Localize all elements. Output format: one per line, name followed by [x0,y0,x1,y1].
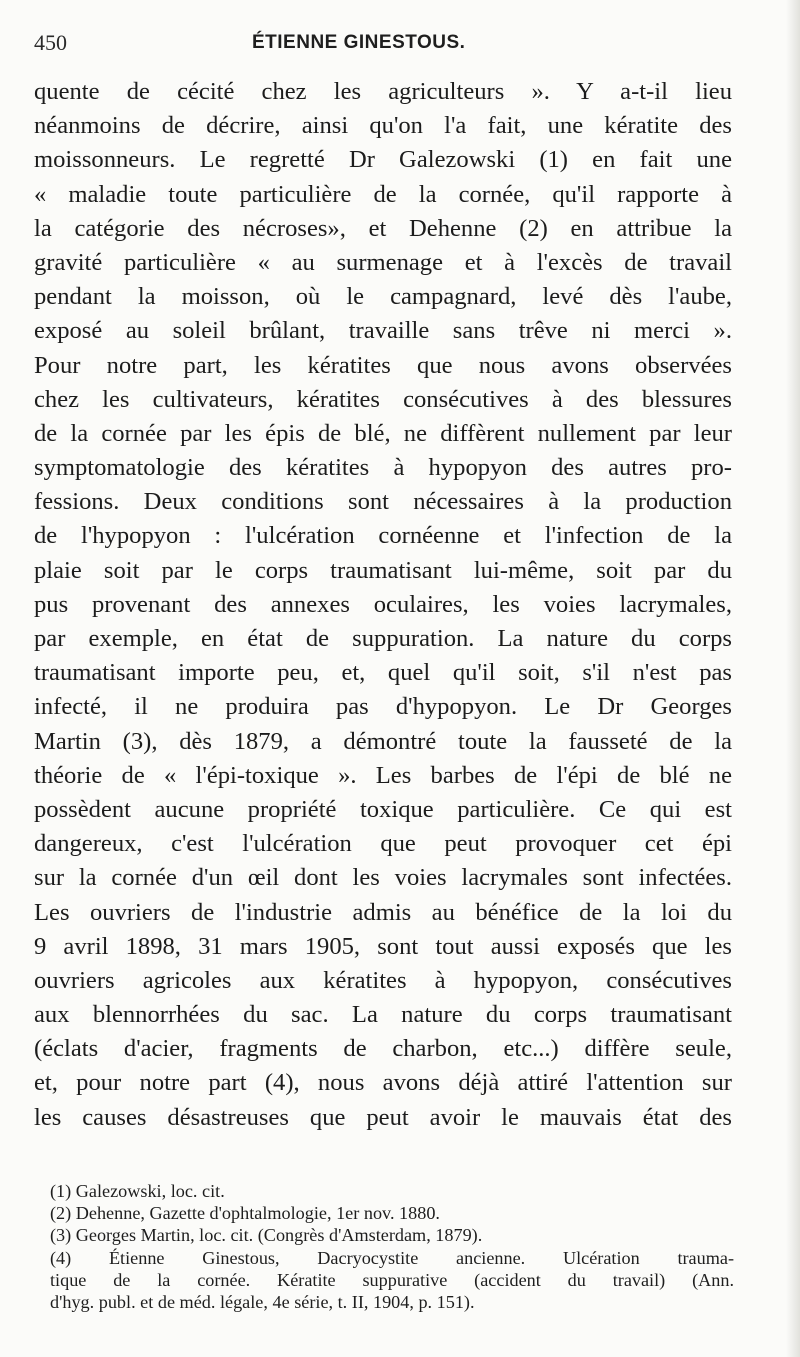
text-line: « maladie toute particulière de la cornée, qu'il rapporte à [34,180,732,208]
text-line: chez les cultivateurs, kératites consécutives à des blessures [34,385,732,413]
text-line: traumatisant importe peu, et, quel qu'il soit, s'il n'est pas [34,659,732,687]
text-line: les causes désastreuses que peut avoir le mauvais état des [34,1103,732,1131]
text-line: moissonneurs. Le regretté Dr Galezowski (1) en fait une [34,146,732,174]
text-line: par exemple, en état de suppuration. La nature du corps [34,625,732,652]
text-line: de l'hypopyon : l'ulcération cornéenne et l'infection de la [34,522,732,550]
running-head: ÉTIENNE GINESTOUS. [252,32,466,53]
text-line: fessions. Deux conditions sont nécessaires à la production [34,488,732,516]
text-line: Pour notre part, les kératites que nous avons observées [34,351,732,379]
text-line: néanmoins de décrire, ainsi qu'on l'a fait, une kératite des [34,112,732,140]
body-text [34,75,732,1135]
page-header [34,30,734,64]
text-line: aux blennorrhées du sac. La nature du corps traumatisant [34,1001,732,1029]
text-line: Martin (3), dès 1879, a démontré toute la fausseté de la [34,727,732,755]
page-edge-shadow [786,0,800,1357]
text-line: théorie de « l'épi-toxique ». Les barbes de l'épi de blé ne [34,761,732,789]
text-line: symptomatologie des kératites à hypopyon des autres pro- [34,454,732,482]
text-line: pus provenant des annexes oculaires, les voies lacrymales, [34,590,732,618]
text-line: gravité particulière « au surmenage et à l'excès de travail [34,248,732,276]
text-line: sur la cornée d'un œil dont les voies lacrymales sont infectées. [34,864,732,892]
footnote-4: (4) Étienne Ginestous, Dacryocystite ancienne. Ulcération trauma- [50,1247,734,1268]
page-number: 450 [34,30,67,55]
text-line: la catégorie des nécroses», et Dehenne (2) en attribue la [34,214,732,242]
text-line: quente de cécité chez les agriculteurs ». Y a-t-il lieu [34,78,732,105]
text-line: exposé au soleil brûlant, travaille sans trêve ni merci ». [34,317,732,345]
text-line: possèdent aucune propriété toxique particulière. Ce qui est [34,795,732,823]
text-line: dangereux, c'est l'ulcération que peut provoquer cet épi [34,830,732,858]
footnote-4-continued: tique de la cornée. Kératite suppurative (accident du travail) (Ann. [50,1269,734,1290]
text-line: plaie soit par le corps traumatisant lui-même, soit par du [34,556,732,584]
footnotes [50,1180,734,1313]
footnote-4-continued: d'hyg. publ. et de méd. légale, 4e série, t. II, 1904, p. 151). [50,1291,475,1312]
text-line: et, pour notre part (4), nous avons déjà attiré l'attention sur [34,1069,732,1097]
text-line: 9 avril 1898, 31 mars 1905, sont tout aussi exposés que les [34,932,732,960]
text-line: Les ouvriers de l'industrie admis au bénéfice de la loi du [34,898,732,926]
text-line: ouvriers agricoles aux kératites à hypopyon, consécutives [34,966,732,994]
text-line: pendant la moisson, où le campagnard, levé dès l'aube, [34,283,732,311]
text-line: (éclats d'acier, fragments de charbon, etc...) diffère seule, [34,1035,732,1063]
text-line: infecté, il ne produira pas d'hypopyon. Le Dr Georges [34,693,732,721]
footnote-1: (1) Galezowski, loc. cit. [50,1181,225,1201]
footnote-2: (2) Dehenne, Gazette d'ophtalmologie, 1er nov. 1880. [50,1203,440,1224]
text-line: de la cornée par les épis de blé, ne diffèrent nullement par leur [34,419,732,447]
footnote-3: (3) Georges Martin, loc. cit. (Congrès d'Amsterdam, 1879). [50,1225,483,1246]
